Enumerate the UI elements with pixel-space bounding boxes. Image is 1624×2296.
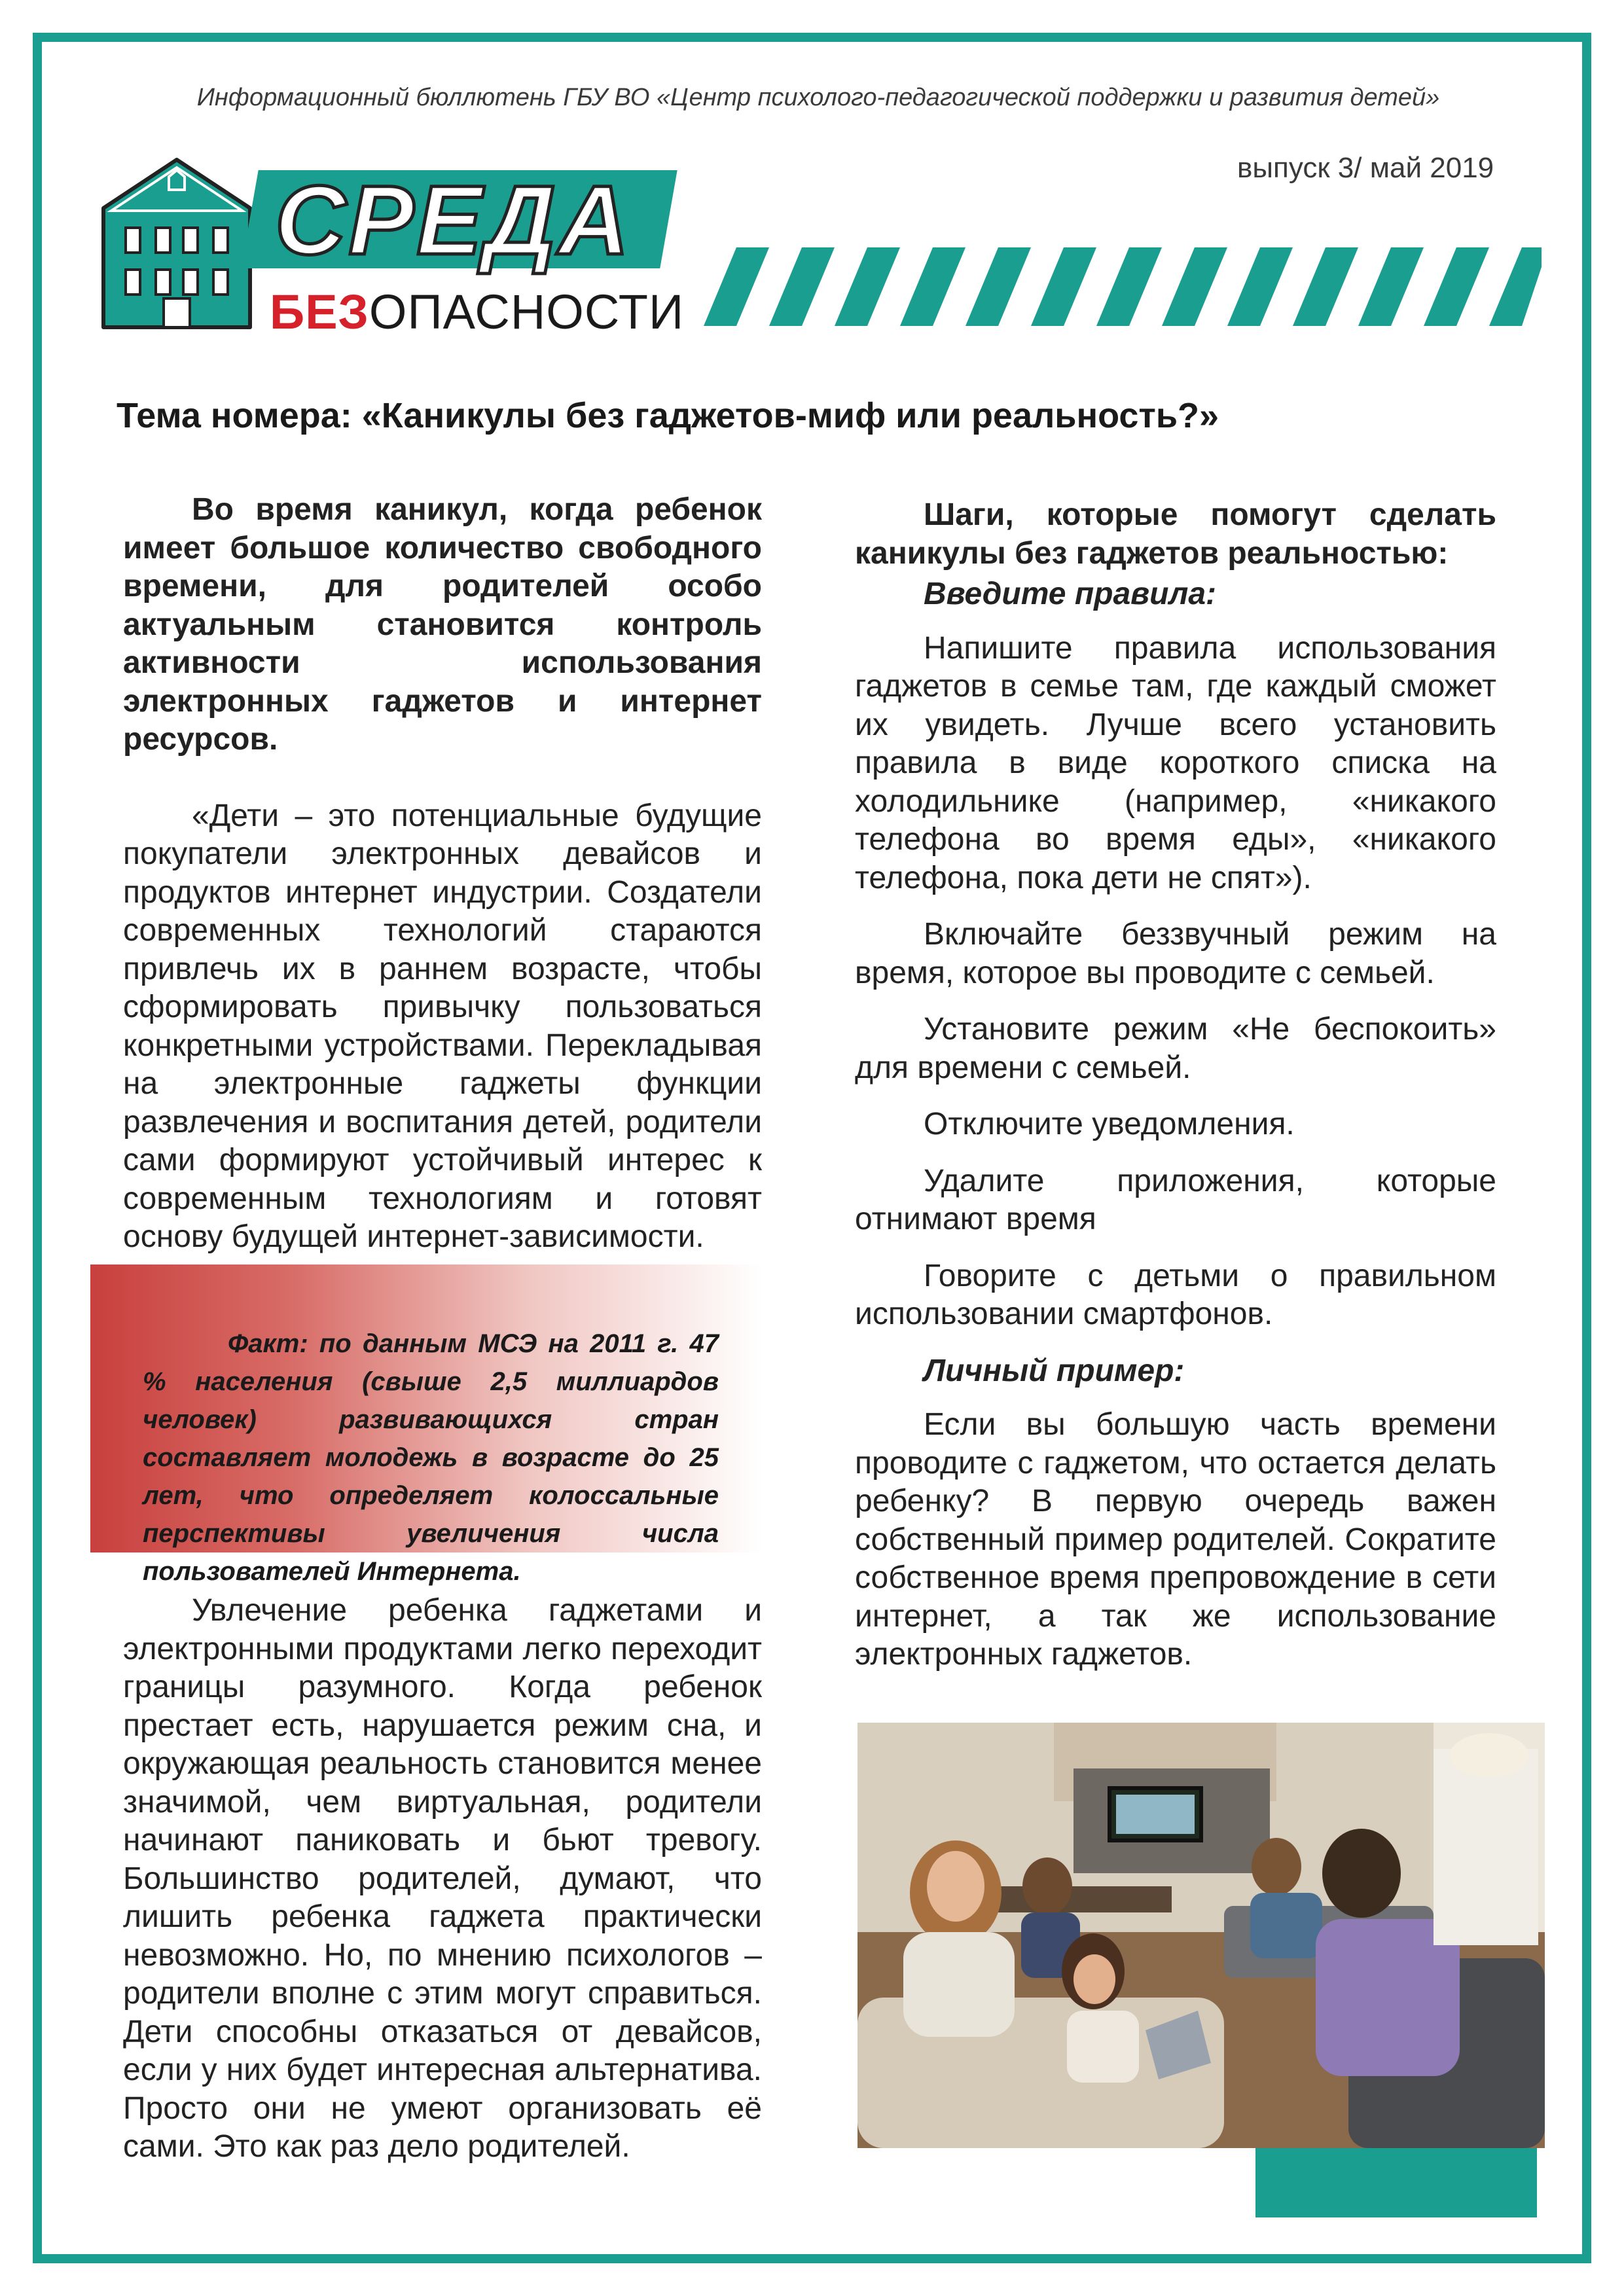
house-icon xyxy=(103,160,250,327)
right-column xyxy=(855,496,1496,1674)
example-heading: Личный пример: xyxy=(924,1353,1185,1388)
issue-topic: Тема номера: «Каникулы без гаджетов-миф или реальность?» xyxy=(117,396,1219,435)
logo-word-bottom xyxy=(270,285,684,339)
right-paragraph-1: Напишите правила использования гаджетов в семье там, где каждый сможет их увидеть. Лучше всего установить правила в виде короткого списка на холодильнике (например, «никакого телефона во время еды», «никакого телефона, пока дети не спят»). xyxy=(855,630,1496,895)
fact-text: Факт: по данным МСЭ на 2011 г. 47 % населения (свыше 2,5 миллиардов человек) развивающихся стран составляет молодежь в возрасте до 25 лет, что определяет колоссальные перспективы увеличения числа пользователей Интернета. xyxy=(143,1329,719,1586)
issue-label: выпуск 3/ май 2019 xyxy=(1237,152,1494,184)
right-paragraph-5: Удалите приложения, которые отнимают время xyxy=(855,1163,1496,1236)
rules-heading: Введите правила: xyxy=(924,577,1216,611)
logo-word-top: СРЕДА xyxy=(275,165,632,275)
logo xyxy=(98,151,694,340)
right-paragraph-4: Отключите уведомления. xyxy=(924,1107,1295,1141)
fact-box xyxy=(90,1265,763,1586)
right-paragraph-7: Если вы большую часть времени проводите с гаджетом, что остается делать ребенку? В первую очередь важен собственный пример родителей. Сократите собственное время препровождение в сети интернет, а так же использование электронных гаджетов. xyxy=(855,1407,1496,1672)
left-column-top xyxy=(123,491,762,1257)
right-paragraph-6: Говорите с детьми о правильном использовании смартфонов. xyxy=(855,1258,1496,1331)
header-stripes xyxy=(704,247,1542,326)
left-column-bottom xyxy=(123,1592,762,2166)
logo-word-red: БЕЗ xyxy=(270,285,369,339)
left-lead-paragraph: Во время каникул, когда ребенок имеет большое количество свободного времени, для родителей особо актуальным становится контроль активности использования электронных гаджетов и интернет ресурсов. xyxy=(123,492,762,757)
left-paragraph-1: «Дети – это потенциальные будущие покупатели электронных девайсов и продуктов интернет индустрии. Создатели современных технологий стараются привлечь их в раннем возрасте, чтобы сформировать привычку пользоваться конкретными устройствами. Перекладывая на электронные гаджеты функции развлечения и воспитания детей, родители сами формируют устойчивый интерес к современным технологиям и готовят основу будущей интернет-зависимости. xyxy=(123,798,762,1254)
bulletin-subtitle: Информационный бюллютень ГБУ ВО «Центр психолого-педагогической поддержки и развития детей» xyxy=(196,84,1440,111)
right-paragraph-3: Установите режим «Не беспокоить» для времени с семьей. xyxy=(855,1012,1496,1085)
logo-word-rest: ОПАСНОСТИ xyxy=(369,285,685,339)
family-photo xyxy=(857,1723,1545,2148)
right-paragraph-2: Включайте беззвучный режим на время, которое вы проводите с семьей. xyxy=(855,917,1496,990)
left-paragraph-2: Увлечение ребенка гаджетами и электронными продуктами легко переходит границы разумного. Когда ребенок престает есть, нарушается режим сна, и окружающая реальность становится менее значимой, чем виртуальная, родители начинают паниковать и бьют тревогу. Большинство родителей, думают, что лишить ребенка гаджета практически невозможно. Но, по мнению психологов – родители вполне с этим могут справиться. Дети способны отказаться от девайсов, если у них будет интересная альтернатива. Просто они не умеют организовать её сами. Это как раз дело родителей. xyxy=(123,1593,762,2164)
right-lead-paragraph: Шаги, которые помогут сделать каникулы без гаджетов реальностью: xyxy=(855,497,1496,571)
